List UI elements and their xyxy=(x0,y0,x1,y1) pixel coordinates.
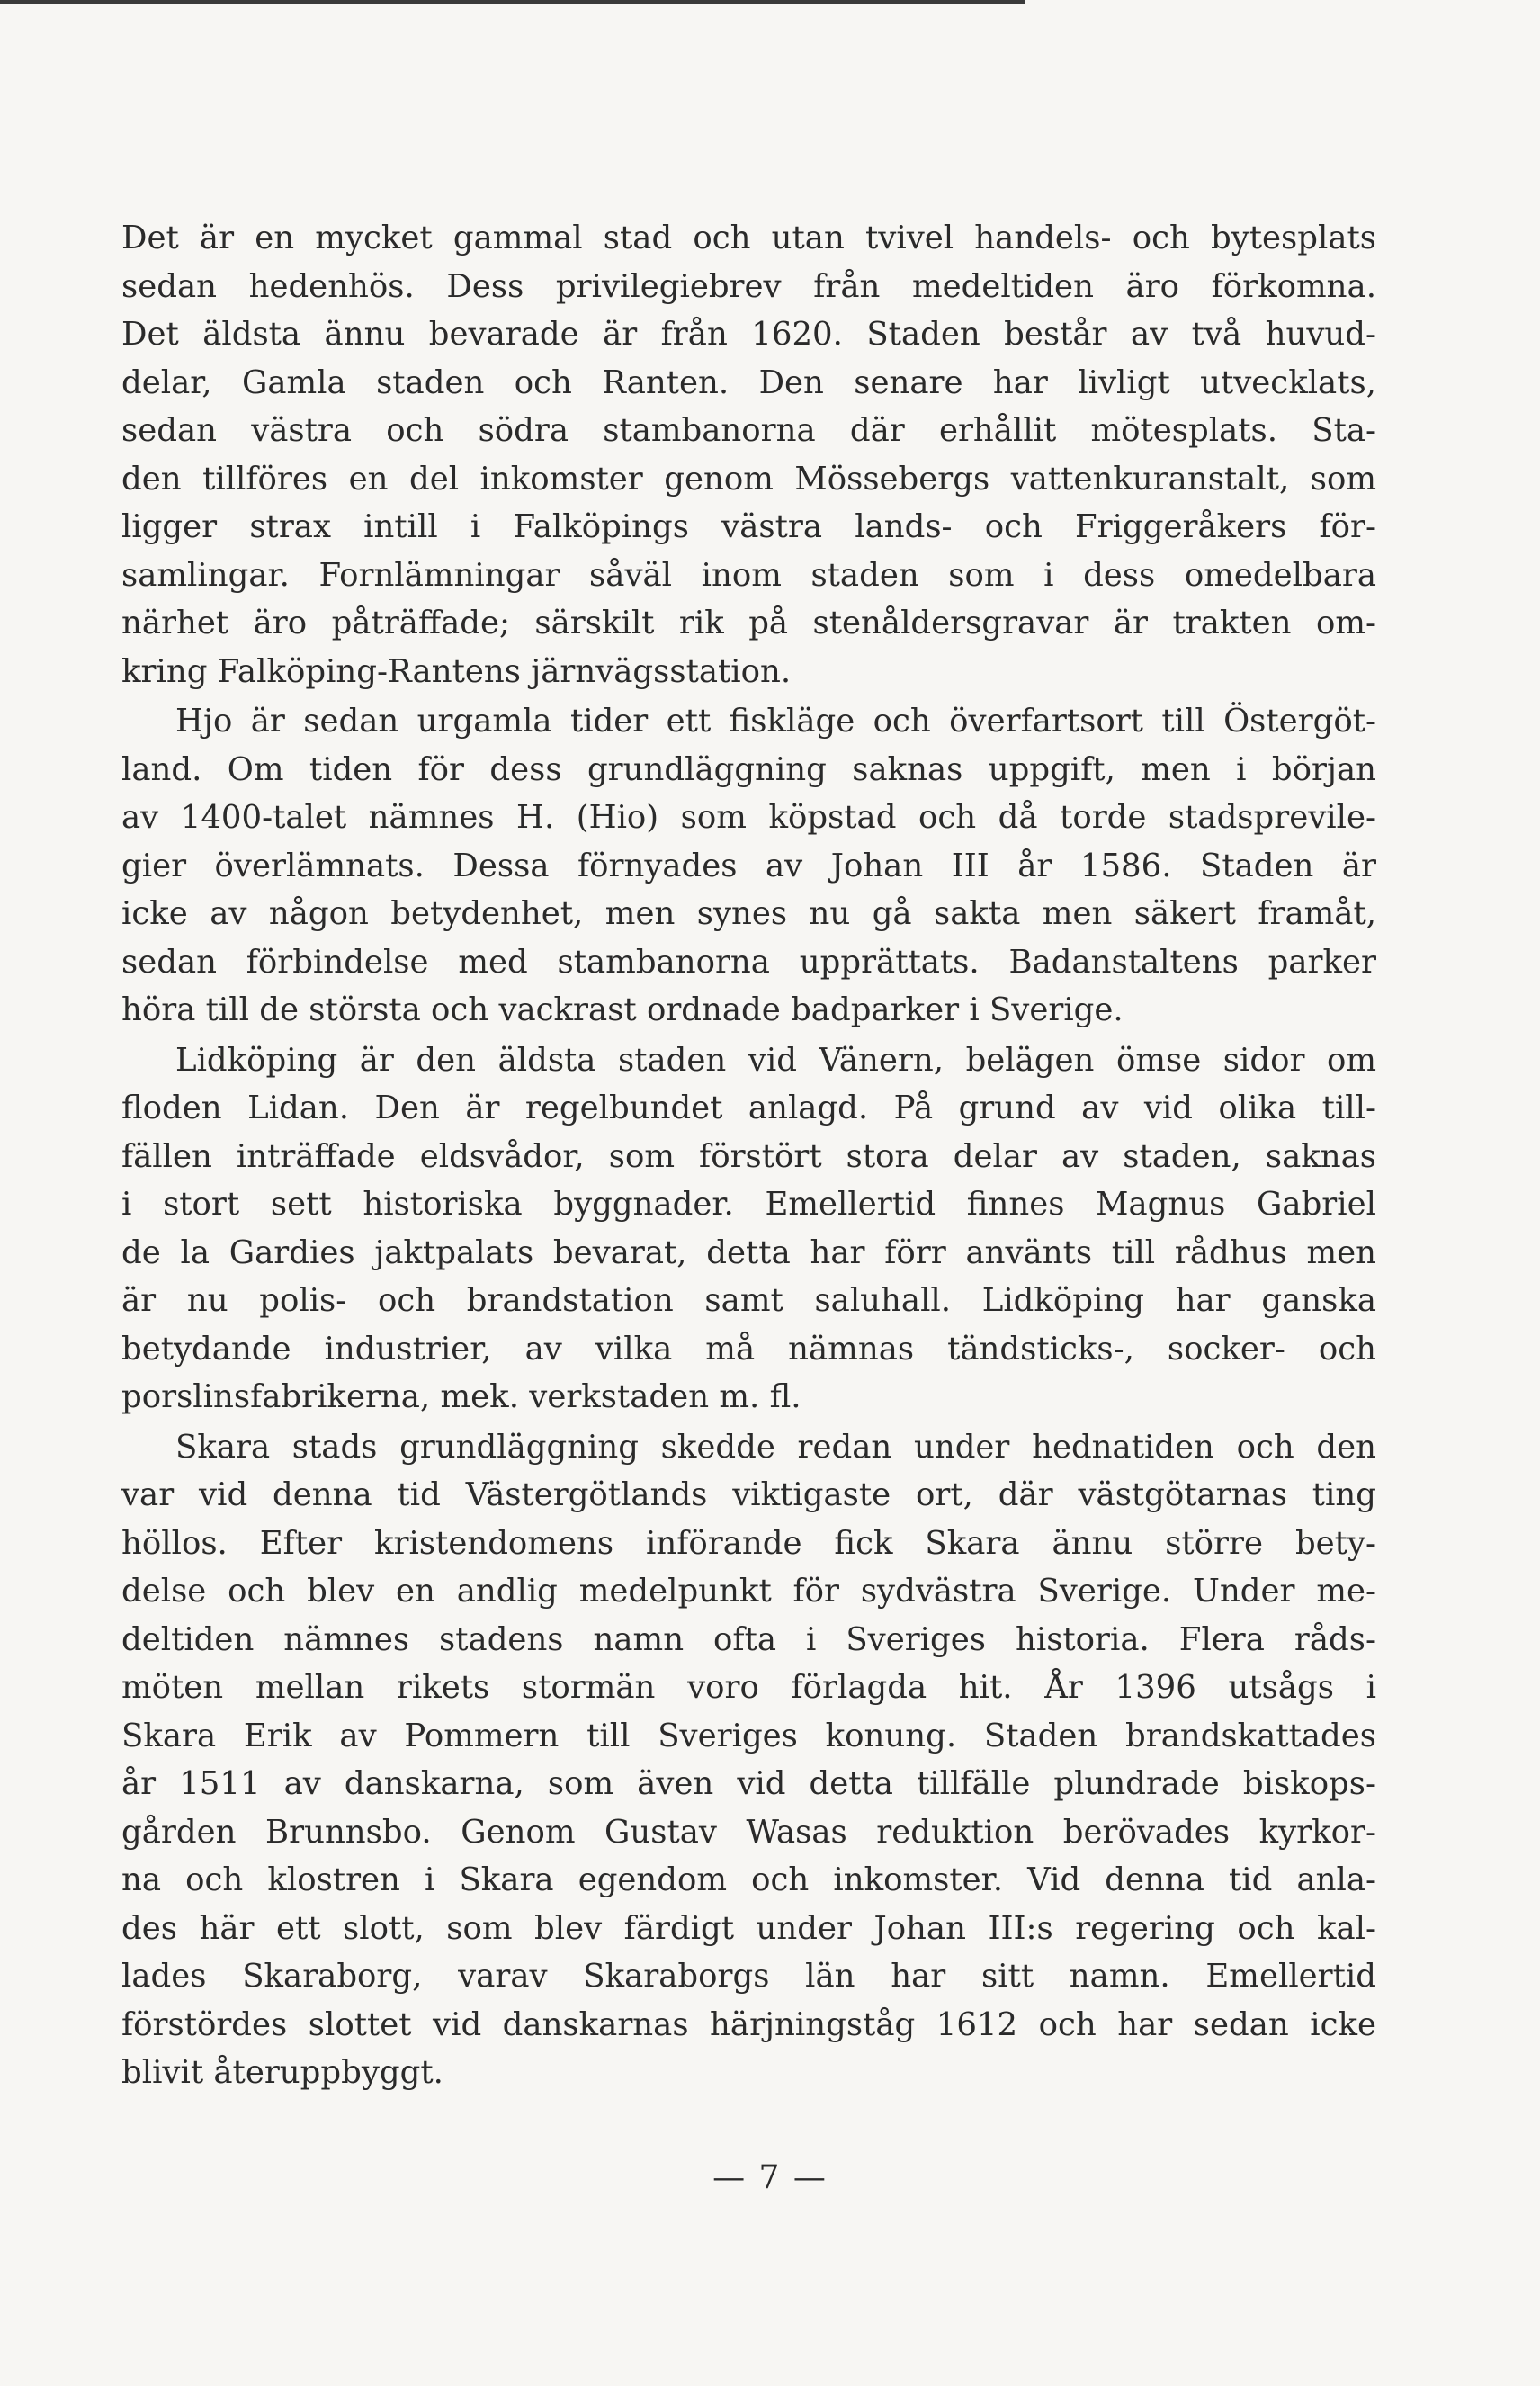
text-line: sedan västra och södra stambanorna där erhållit mötesplats. Sta- xyxy=(121,412,1376,449)
text-line: gier överlämnats. Dessa förnyades av Johan III år 1586. Staden är xyxy=(121,847,1376,884)
text-line: i stort sett historiska byggnader. Emellertid finnes Magnus Gabriel xyxy=(121,1186,1376,1223)
text-line: Det äldsta ännu bevarade är från 1620. Staden består av två huvud- xyxy=(121,316,1376,353)
text-line: na och klostren i Skara egendom och inkomster. Vid denna tid anla- xyxy=(121,1861,1376,1898)
text-line: närhet äro påträffade; särskilt rik på stenåldersgravar är trakten om- xyxy=(121,605,1376,641)
text-line: sedan hedenhös. Dess privilegiebrev från medeltiden äro förkomna. xyxy=(121,267,1376,305)
text-line: förstördes slottet vid danskarnas härjningståg 1612 och har sedan icke xyxy=(121,2005,1376,2043)
text-line: porslinsfabrikerna, mek. verkstaden m. fl. xyxy=(121,1378,801,1415)
text-line: gården Brunnsbo. Genom Gustav Wasas reduktion berövades kyrkor- xyxy=(121,1813,1376,1851)
text-line: höllos. Efter kristendomens införande fick Skara ännu större bety- xyxy=(121,1524,1376,1562)
text-line: Hjo är sedan urgamla tider ett fiskläge och överfartsort till Östergöt- xyxy=(175,703,1376,740)
text-line: var vid denna tid Västergötlands viktigaste ort, där västgötarnas ting xyxy=(121,1476,1376,1513)
text-line: floden Lidan. Den är regelbundet anlagd. På grund av vid olika till- xyxy=(121,1090,1376,1126)
paragraph-lidkoping xyxy=(121,1036,1376,1422)
text-line: icke av någon betydenhet, men synes nu gå sakta men säkert framåt, xyxy=(121,895,1376,932)
text-line: blivit återuppbyggt. xyxy=(121,2054,443,2091)
text-line: fällen inträffade eldsvådor, som förstört stora delar av staden, saknas xyxy=(121,1137,1376,1175)
text-line: Skara Erik av Pommern till Sveriges konung. Staden brandskattades xyxy=(121,1717,1376,1754)
paragraph-falkoping xyxy=(121,214,1376,695)
text-line: ligger strax intill i Falköpings västra lands- och Friggeråkers för- xyxy=(121,508,1376,545)
text-line: samlingar. Fornlämningar såväl inom staden som i dess omedelbara xyxy=(121,556,1376,594)
text-line: kring Falköping-Rantens järnvägsstation. xyxy=(121,652,792,690)
text-line: delse och blev en andlig medelpunkt för sydvästra Sverige. Under me- xyxy=(121,1573,1376,1610)
text-line: är nu polis- och brandstation samt saluhall. Lidköping har ganska xyxy=(121,1282,1376,1319)
page-number: — 7 — xyxy=(712,2159,828,2196)
text-line: Det är en mycket gammal stad och utan tvivel handels- och bytesplats xyxy=(121,220,1376,256)
text-line: deltiden nämnes stadens namn ofta i Sveriges historia. Flera råds- xyxy=(121,1620,1376,1658)
text-line: delar, Gamla staden och Ranten. Den senare har livligt utvecklats, xyxy=(121,363,1376,401)
text-line: lades Skaraborg, varav Skaraborgs län har sitt namn. Emellertid xyxy=(121,1958,1376,1995)
text-line: av 1400-talet nämnes H. (Hio) som köpstad och då torde stadsprevile- xyxy=(121,799,1376,836)
text-line: Lidköping är den äldsta staden vid Vänern, belägen ömse sidor om xyxy=(175,1041,1376,1079)
text-line: höra till de största och vackrast ordnade badparker i Sverige. xyxy=(121,991,1124,1028)
text-line: år 1511 av danskarna, som även vid detta tillfälle plundrade biskops- xyxy=(121,1765,1376,1802)
text-line: land. Om tiden för dess grundläggning saknas uppgift, men i början xyxy=(121,750,1376,788)
text-line: möten mellan rikets stormän voro förlagda hit. År 1396 utsågs i xyxy=(121,1669,1376,1706)
text-line: betydande industrier, av vilka må nämnas tändsticks-, socker- och xyxy=(121,1330,1376,1368)
text-line: Skara stads grundläggning skedde redan under hednatiden och den xyxy=(175,1428,1376,1466)
page-body xyxy=(121,214,1376,2097)
text-line: den tillföres en del inkomster genom Mössebergs vattenkuranstalt, som xyxy=(121,460,1376,498)
top-rule xyxy=(0,0,1025,4)
text-line: des här ett slott, som blev färdigt under Johan III:s regering och kal- xyxy=(121,1909,1376,1947)
text-line: de la Gardies jaktpalats bevarat, detta har förr använts till rådhus men xyxy=(121,1233,1376,1271)
paragraph-skara xyxy=(121,1423,1376,2097)
paragraph-hjo xyxy=(121,697,1376,1035)
text-line: sedan förbindelse med stambanorna upprättats. Badanstaltens parker xyxy=(121,943,1376,981)
